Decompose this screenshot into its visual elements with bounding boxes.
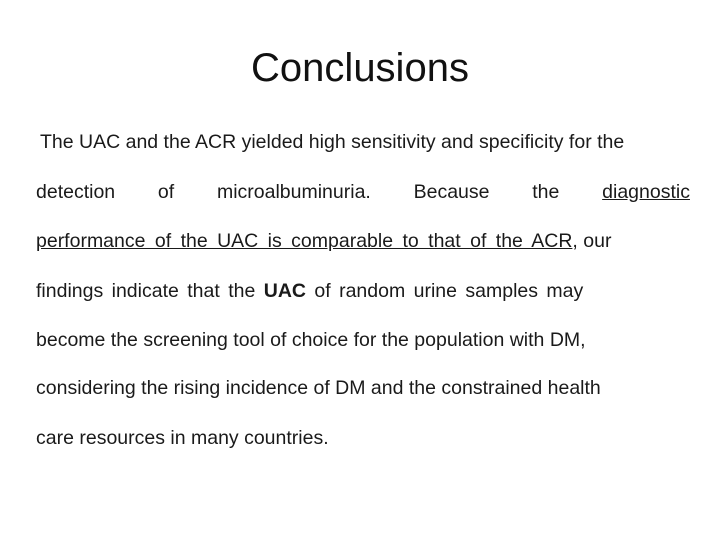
bold-uac: UAC (263, 280, 306, 302)
word-of: of (157, 181, 175, 203)
line-3-tail: , our (572, 230, 612, 252)
paragraph-line-7: care resources in many countries. (36, 427, 329, 449)
paragraph-line-5: become the screening tool of choice for the population with DM, (36, 329, 586, 351)
word-detection: detection (36, 181, 116, 203)
paragraph-line-3 (36, 227, 611, 255)
paragraph-line-6: considering the rising incidence of DM and the constrained health (36, 377, 601, 399)
word-the: the (532, 181, 560, 203)
slide-title: Conclusions (251, 46, 469, 90)
line-4-pre: findings indicate that the (36, 280, 256, 302)
word-diagnostic: diagnostic (602, 181, 690, 203)
word-microalbuminuria: microalbuminuria. (216, 181, 371, 203)
paragraph-line-4 (36, 277, 583, 305)
line-4-post: of random urine samples may (314, 280, 584, 302)
paragraph-line-1: The UAC and the ACR yielded high sensitivity and specificity for the (40, 131, 625, 153)
underlined-phrase: performance of the UAC is comparable to that of the ACR (36, 230, 573, 252)
word-because: Because (413, 181, 490, 203)
paragraph-line-2 (36, 178, 690, 206)
